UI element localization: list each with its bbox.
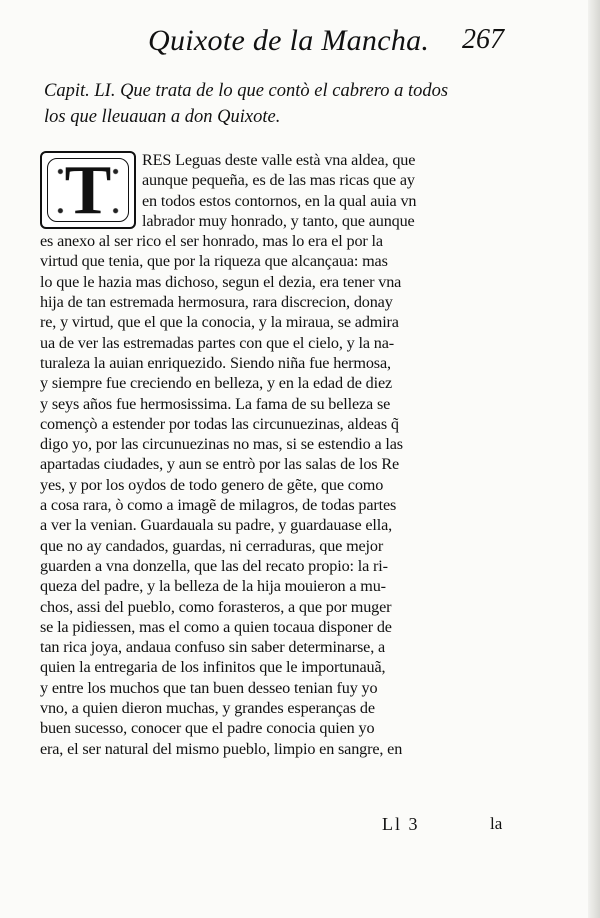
text-line: ua de ver las estremadas partes con que el cielo, y la na-: [40, 333, 395, 352]
text-line: apartadas ciudades, y aun se entrò por las salas de los Re: [40, 455, 399, 474]
text-line: RES Leguas deste valle està vna aldea, que: [142, 151, 416, 169]
text-line: y seys años fue hermosissima. La fama de su belleza se: [40, 394, 391, 413]
text-line: hija de tan estremada hermosura, rara discrecion, donay: [40, 293, 393, 312]
text-line: en todos estos contornos, en la qual auia vn: [142, 191, 417, 210]
running-head: [0, 24, 600, 64]
text-line: a ver la venian. Guardauala su padre, y guardauase ella,: [40, 516, 393, 535]
text-line: virtud que tenia, que por la riqueza que alcançaua: mas: [40, 252, 388, 271]
chapter-heading-line: Capit. LI. Que trata de lo que contò el cabrero a todos: [44, 81, 449, 101]
chapter-heading: [44, 78, 520, 130]
text-line: chos, assi del pueblo, como forasteros, a que por muger: [40, 597, 392, 616]
text-line: quien la entregaria de los infinitos que le importunauã,: [40, 658, 386, 677]
text-line: guarden a vna donzella, que las del recato propio: la ri-: [40, 556, 388, 575]
text-line: començò a estender por todas las circunuezinas, aldeas q̃: [40, 414, 399, 433]
text-line: se la pidiessen, mas el como a quien tocaua disponer de: [40, 617, 392, 636]
signature-mark: Ll 3: [382, 814, 420, 834]
text-line: re, y virtud, que el que la conocia, y la miraua, se admira: [40, 313, 399, 332]
text-line: lo que le hazia mas dichoso, segun el dezia, era tener vna: [40, 272, 402, 291]
catchword: la: [490, 814, 503, 833]
text-line: aunque pequeña, es de las mas ricas que ay: [142, 171, 415, 190]
page-edge-shadow: [588, 0, 600, 918]
page-number: 267: [462, 24, 504, 55]
text-line: labrador muy honrado, y tanto, que aunque: [142, 211, 415, 230]
text-line: es anexo al ser rico el ser honrado, mas lo era el por la: [40, 232, 383, 251]
text-line: buen sucesso, conocer que el padre conocia quien yo: [40, 719, 375, 738]
running-head-title: Quixote de la Mancha.: [148, 24, 430, 57]
text-line: digo yo, por las circunuezinas no mas, si se estendio a las: [40, 435, 403, 454]
text-line: era, el ser natural del mismo pueblo, limpio en sangre, en: [40, 739, 403, 758]
page-footer: [0, 814, 600, 844]
text-line: yes, y por los oydos de todo genero de gẽte, que como: [40, 475, 384, 494]
dropcap-letter: T: [64, 152, 112, 229]
text-line: turaleza la auian enriquezido. Siendo niña fue hermosa,: [40, 353, 391, 372]
body-text: [40, 150, 510, 759]
chapter-heading-line: los que lleuauan a don Quixote.: [44, 107, 281, 127]
text-line: y entre los muchos que tan buen desseo tenian fuy yo: [40, 678, 378, 697]
text-line: a cosa rara, ò como a imagẽ de milagros, de todas partes: [40, 496, 397, 515]
text-line: queza del padre, y la belleza de la hija mouieron a mu-: [40, 577, 386, 596]
text-line: vno, a quien dieron muchas, y grandes esperanças de: [40, 699, 375, 718]
text-line: y siempre fue creciendo en belleza, y en la edad de diez: [40, 374, 393, 393]
text-line: tan rica joya, andaua confuso sin saber determinarse, a: [40, 638, 386, 657]
text-line: que no ay candados, guardas, ni cerraduras, que mejor: [40, 536, 384, 555]
